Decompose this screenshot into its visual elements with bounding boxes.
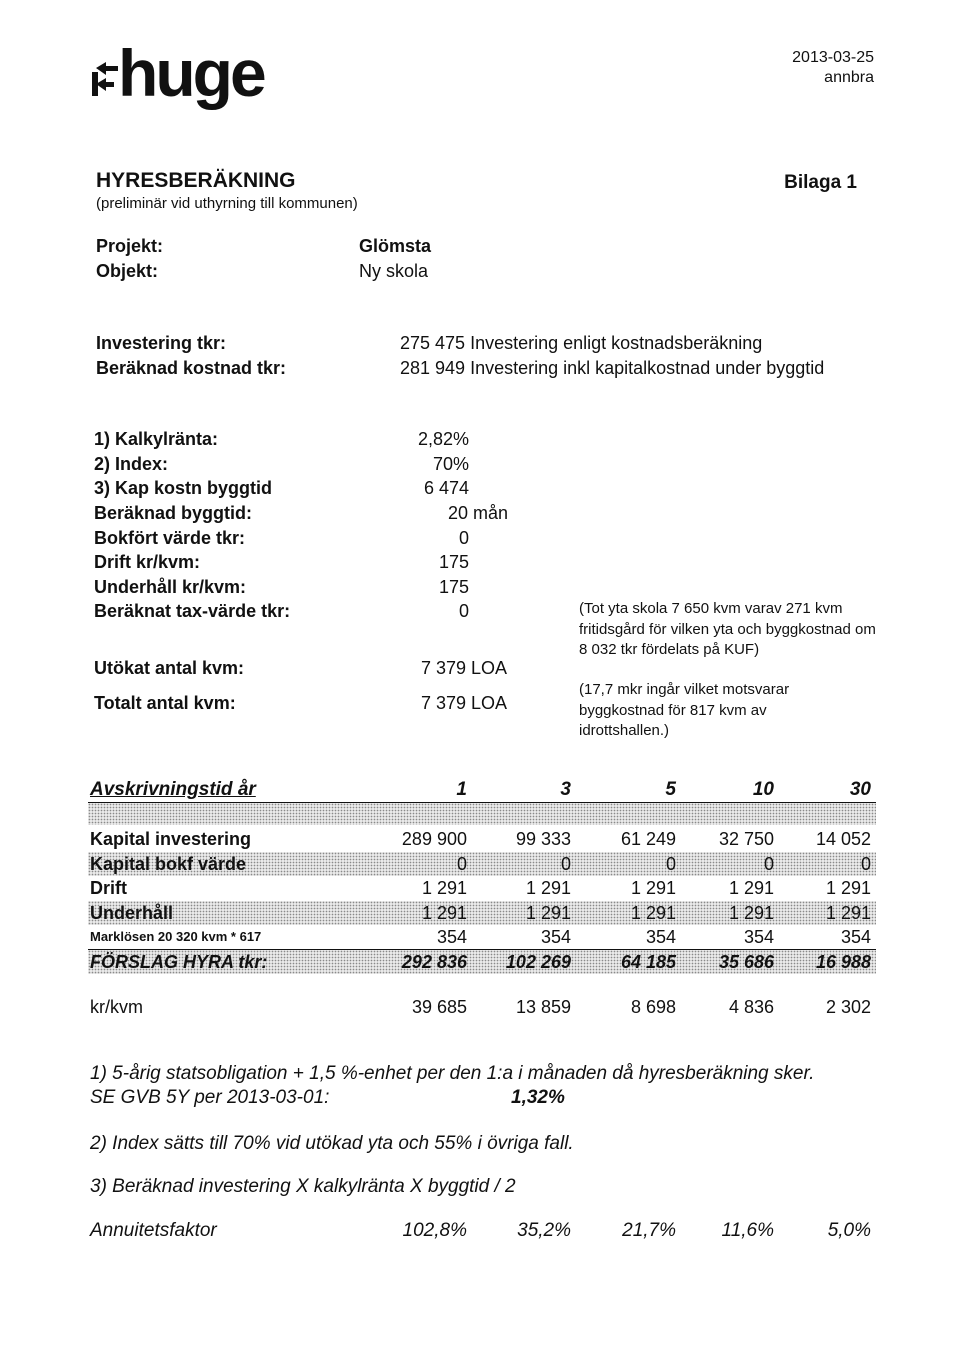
annuity-value: 35,2%: [517, 1220, 571, 1241]
row-value: 99 333: [515, 829, 571, 849]
projekt-label: Projekt:: [96, 236, 164, 256]
krkvm-value: 4 836: [728, 997, 774, 1017]
beraknad-kostnad-value: 281 949 Investering inkl kapitalkostnad under byggtid: [400, 358, 825, 378]
objekt-label: Objekt:: [96, 261, 159, 281]
table-row-krkvm: [88, 995, 876, 1019]
row-value: 0: [665, 854, 676, 874]
krkvm-value: 13 859: [515, 997, 571, 1017]
footnote-1b-value: 1,32%: [511, 1087, 565, 1108]
row-value: 1 291: [525, 903, 571, 923]
krkvm-label: kr/kvm: [90, 997, 143, 1017]
row-value: 1 291: [728, 878, 774, 898]
row-value: 354: [645, 927, 676, 947]
param-value: 0: [458, 528, 469, 548]
row-value: 1 291: [421, 903, 467, 923]
param-value: 7 379 LOA: [421, 658, 508, 678]
row-value: 0: [456, 854, 467, 874]
document-author: annbra: [824, 69, 874, 86]
row-value: 354: [743, 927, 774, 947]
param-value: 70%: [432, 454, 469, 474]
annuity-value: 11,6%: [721, 1220, 774, 1241]
row-value: 32 750: [718, 829, 774, 849]
document-meta: [792, 48, 874, 88]
table-row: [88, 827, 876, 851]
document-date: 2013-03-25: [792, 49, 874, 66]
header-year: 3: [560, 779, 571, 800]
krkvm-value: 39 685: [411, 997, 467, 1017]
row-label: Kapital investering: [90, 829, 252, 849]
row-label: Kapital bokf värde: [90, 854, 247, 874]
krkvm-value: 8 698: [630, 997, 676, 1017]
param-label: Beräknad byggtid:: [94, 503, 253, 523]
param-label: Underhåll kr/kvm:: [94, 577, 247, 597]
row-value: 354: [840, 927, 871, 947]
row-value: 289 900: [401, 829, 467, 849]
objekt-value: Ny skola: [359, 261, 429, 281]
page-subtitle: (preliminär vid uthyrning till kommunen): [96, 195, 358, 212]
krkvm-value: 2 302: [825, 997, 871, 1017]
param-label: Totalt antal kvm:: [94, 693, 236, 713]
table-row: [88, 876, 876, 900]
logo-text: huge: [118, 36, 264, 110]
investering-label: Investering tkr:: [96, 333, 227, 353]
row-label: Underhåll: [90, 903, 174, 923]
param-label: 2) Index:: [94, 454, 169, 474]
param-value: 20 mån: [448, 503, 509, 523]
footnote-2: 2) Index sätts till 70% vid utökad yta och 55% i övriga fall.: [90, 1133, 574, 1154]
annuity-label: Annuitetsfaktor: [90, 1220, 217, 1241]
annuity-value: 21,7%: [622, 1220, 676, 1241]
projekt-value: Glömsta: [359, 236, 432, 256]
row-value: 0: [560, 854, 571, 874]
annuity-value: 102,8%: [402, 1220, 467, 1241]
row-value: 1 291: [728, 903, 774, 923]
company-logo: [92, 38, 302, 108]
annuity-value: 5,0%: [827, 1220, 871, 1241]
row-value: 354: [540, 927, 571, 947]
total-value: 102 269: [505, 952, 571, 972]
table-row-total: [88, 950, 876, 974]
param-label: 3) Kap kostn byggtid: [94, 478, 273, 498]
footnote-1b-label: SE GVB 5Y per 2013-03-01:: [90, 1087, 330, 1108]
param-label: 1) Kalkylränta:: [94, 429, 219, 449]
table-header: [88, 778, 876, 802]
row-value: 1 291: [825, 878, 871, 898]
header-year: 10: [752, 779, 774, 800]
total-value: 64 185: [620, 952, 676, 972]
header-year: 5: [665, 779, 676, 800]
row-value: 1 291: [421, 878, 467, 898]
row-value: 0: [860, 854, 871, 874]
header-year: 1: [456, 779, 467, 800]
row-label: Marklösen 20 320 kvm * 617: [90, 929, 262, 944]
area-note: (Tot yta skola 7 650 kvm varav 271 kvm fritidsgård för vilken yta och byggkostnad om 8 032 tkr fördelats på KUF): [579, 600, 876, 658]
total-label: FÖRSLAG HYRA tkr:: [90, 952, 268, 972]
row-value: 14 052: [815, 829, 871, 849]
investering-value: 275 475 Investering enligt kostnadsberäkning: [400, 333, 763, 353]
annuity-row: [88, 1219, 876, 1243]
shaded-band: [88, 803, 876, 825]
param-value: 175: [438, 577, 469, 597]
param-label: Bokfört värde tkr:: [94, 528, 246, 548]
param-value: 175: [438, 552, 469, 572]
row-value: 1 291: [630, 903, 676, 923]
param-value: 0: [458, 601, 469, 621]
header-label: Avskrivningstid år: [90, 779, 256, 800]
row-label: Drift: [90, 878, 127, 898]
param-label: Utökat antal kvm:: [94, 658, 245, 678]
row-value: 1 291: [825, 903, 871, 923]
param-label: Drift kr/kvm:: [94, 552, 201, 572]
param-value: 6 474: [423, 478, 469, 498]
row-value: 1 291: [630, 878, 676, 898]
row-value: 61 249: [620, 829, 676, 849]
param-value: 7 379 LOA: [421, 693, 508, 713]
table-row: [88, 901, 876, 925]
page-title: HYRESBERÄKNING: [96, 169, 296, 192]
total-value: 16 988: [815, 952, 871, 972]
footnote-1: 1) 5-årig statsobligation + 1,5 %-enhet per den 1:a i månaden då hyresberäkning sker.: [90, 1063, 815, 1084]
row-value: 0: [763, 854, 774, 874]
sports-hall-note: (17,7 mkr ingår vilket motsvarar byggkostnad för 817 kvm av idrottshallen.): [579, 681, 790, 739]
param-value: 2,82%: [417, 429, 469, 449]
header-year: 30: [849, 779, 871, 800]
param-label: Beräknat tax-värde tkr:: [94, 601, 291, 621]
total-value: 292 836: [401, 952, 467, 972]
table-row: [88, 852, 876, 876]
table-row: [88, 925, 876, 949]
footnote-3: 3) Beräknad investering X kalkylränta X byggtid / 2: [90, 1176, 516, 1197]
beraknad-kostnad-label: Beräknad kostnad tkr:: [96, 358, 287, 378]
attachment-label: Bilaga 1: [784, 172, 857, 193]
total-value: 35 686: [718, 952, 774, 972]
row-value: 354: [436, 927, 467, 947]
row-value: 1 291: [525, 878, 571, 898]
